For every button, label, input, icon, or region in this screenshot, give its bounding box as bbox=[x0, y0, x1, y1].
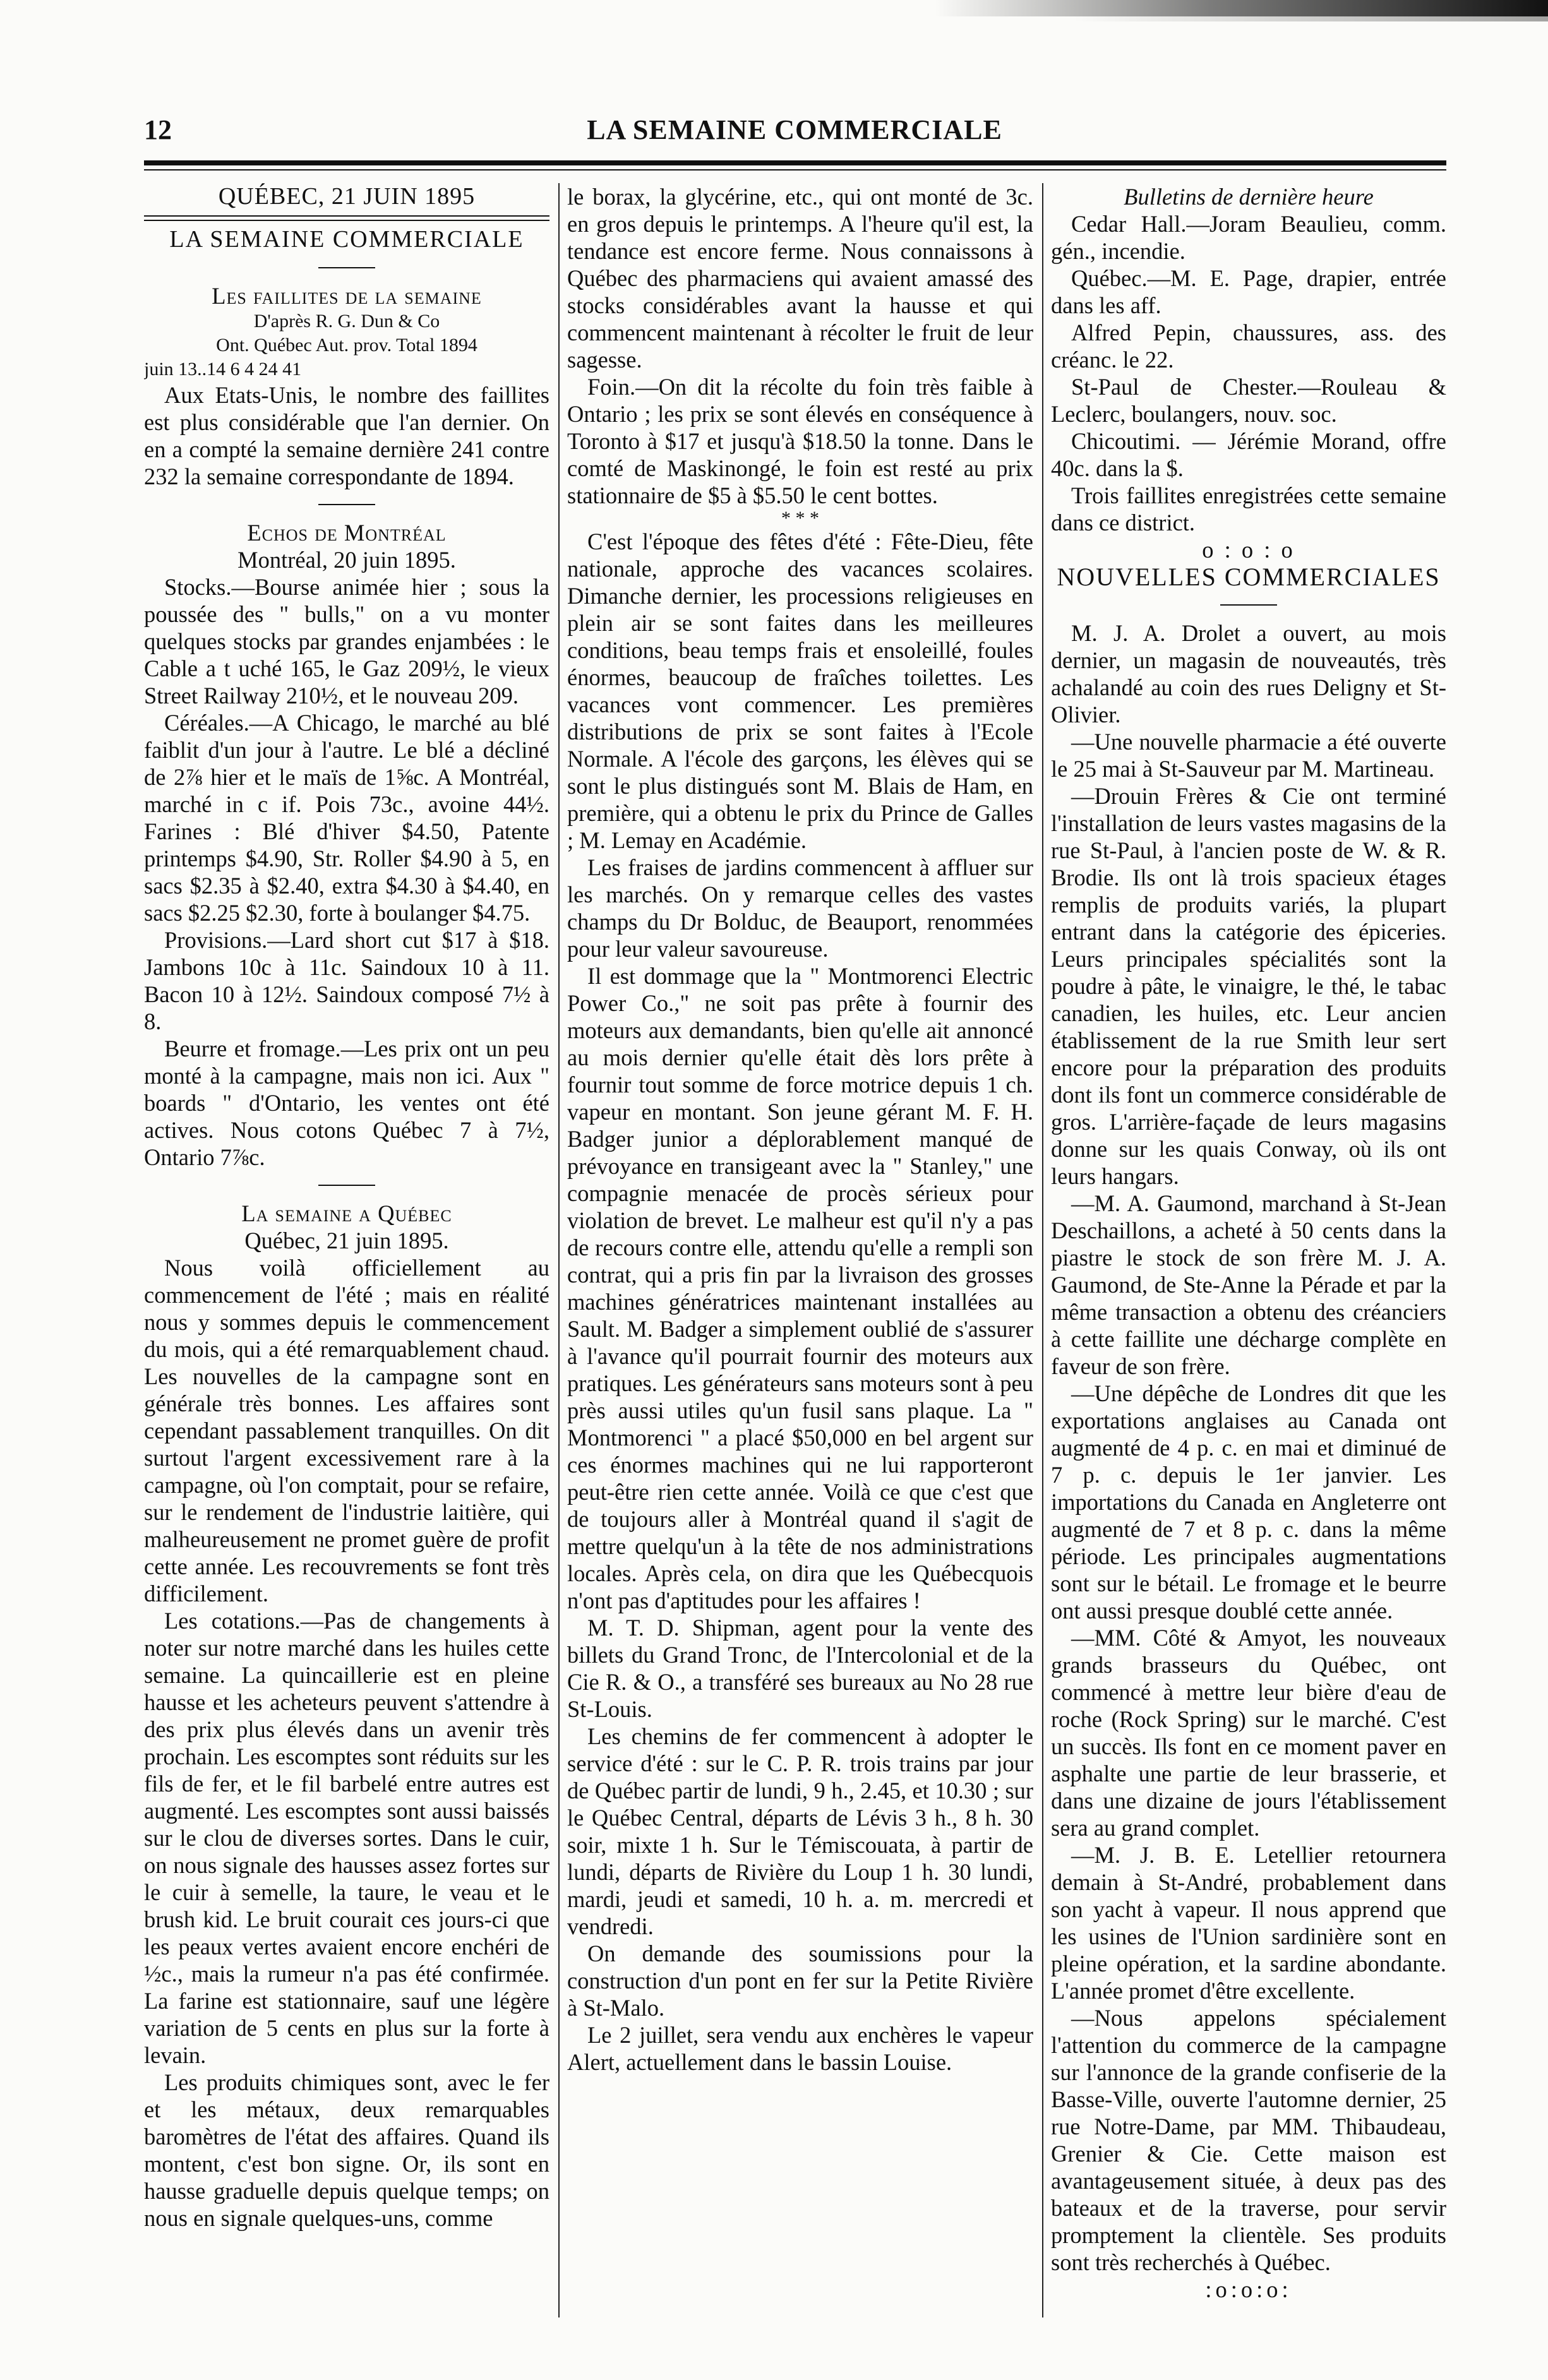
news-londres: —Une dépêche de Londres dit que les exportations anglaises au Canada ont augmenté de 4 p. c. en mai et diminué de 7 p. c. depuis le 1er janvier. Les importations du Canada en Angleterre ont augmenté de 7 et 8 p. c. dans la même période. Les principales augmentations sont sur le bétail. Le fromage et le beurre ont aussi presque doublé cette année. bbox=[1051, 1380, 1446, 1624]
section-title: LA SEMAINE COMMERCIALE bbox=[169, 226, 524, 253]
failures-heading: Les faillites de la semaine bbox=[212, 283, 482, 309]
paragraph-stocks: Stocks.—Bourse animée hier ; sous la poussée des " bulls," on a vu monter quelques stocks par grandes enjambées : le Cable a t uché 165, le Gaz 209½, le vieux Street Railway 210½, et le nouveau 209. bbox=[144, 574, 549, 709]
failures-table-header: Ont. Québec Aut. prov. Total 1894 bbox=[216, 335, 477, 356]
paragraph-soumissions: On demande des soumissions pour la construction d'un pont en fer sur la Petite Rivière à St-Malo. bbox=[567, 1940, 1033, 2021]
paragraph: Aux Etats-Unis, le nombre des faillites est plus considérable que l'an dernier. On en a compté la semaine dernière 241 contre 232 la semaine correspondante de 1894. bbox=[144, 382, 549, 489]
paragraph-dommage: Il est dommage que la " Montmorenci Electric Power Co.," ne soit pas prête à fournir des moteurs aux demandants, bien qu'elle ait annoncé au mois dernier qu'elle était dès lors prête à fournir tout somme de force motrice depuis 1 ch. vapeur en montant. Son jeune gérant M. F. H. Badger junior a déplorablement manqué de prévoyance en transigeant avec la " Stanley," une compagnie menacée de procès sérieux pour violation de brevet. Le malheur est qu'il n'y a pas de recours contre elle, attendu qu'elle a rempli son contrat, qui a pris fin par la livraison des grosses machines génératrices maintenant installées au Sault. M. Badger a simplement oublié de s'assurer à l'avance qu'il pourrait fournir des moteurs aux pratiques. Les générateurs sans moteurs sont à peu près aussi utiles qu'un fusil sans plaque. La " Montmorenci " a placé $50,000 en bel argent sur ces énormes machines qui ne lui rapporteront peut-être rien cette année. Voilà ce que c'est que de toujours aller à Montréal quand il s'agit de mettre quelqu'un à la tête de nos administrations locales. Après cela, on dira que les Québecquois n'ont pas d'aptitudes pour les affaires ! bbox=[567, 963, 1033, 1613]
paragraph-juillet: Le 2 juillet, sera vendu aux enchères le vapeur Alert, actuellement dans le bassin Louise. bbox=[567, 2022, 1033, 2075]
paragraph-foin: Foin.—On dit la récolte du foin très faible à Ontario ; les prix se sont élevés en conséquence à Toronto à $17 et jusqu'à $18.50 la tonne. Dans le comté de Maskinongé, le foin est resté au prix stationnaire de $5 à $5.50 le cent bottes. bbox=[567, 374, 1033, 508]
paragraph-fraises: Les fraises de jardins commencent à affluer sur les marchés. On y remarque celles des vastes champs du Dr Bolduc, de Beauport, renommées pour leur valeur savoureuse. bbox=[567, 854, 1033, 962]
masthead-title: LA SEMAINE COMMERCIALE bbox=[587, 114, 1002, 145]
bulletin-chicoutimi: Chicoutimi. — Jérémie Morand, offre 40c. dans la $. bbox=[1051, 428, 1446, 481]
scan-edge-shadow bbox=[935, 0, 1548, 16]
dateline-rule bbox=[144, 215, 549, 221]
failures-source: D'après R. G. Dun & Co bbox=[253, 311, 440, 332]
paragraph-quebec: Nous voilà officiellement au commencement de l'été ; mais en réalité nous y sommes depuis le commencement du mois, qui a été remarquablement chaud. Les nouvelles de la campagne sont en générale très bonnes. Les affaires sont cependant passablement tranquilles. On dit surtout l'argent excessivement rare à la campagne, où l'on comptait, pour se refaire, sur le rendement de l'industrie laitière, qui malheureusement ne promet guère de profit cette année. Les recouvrements se font très difficilement. bbox=[144, 1255, 549, 1606]
news-gaumond: —M. A. Gaumond, marchand à St-Jean Deschaillons, a acheté à 50 cents dans la piastre le stock de son frère M. J. A. Gaumond, de Ste-Anne la Pérade et par la même transaction a obtenu des créanciers à cette faillite une décharge complète en faveur de son frère. bbox=[1051, 1190, 1446, 1379]
news-drolet: M. J. A. Drolet a ouvert, au mois dernier, un magasin de nouveautés, très achalandé au coin des rues Deligny et St-Olivier. bbox=[1051, 620, 1446, 727]
page-number: 12 bbox=[144, 114, 172, 145]
column-1 bbox=[144, 183, 549, 2317]
bulletin-cedar: Cedar Hall.—Joram Beaulieu, comm. gén., incendie. bbox=[1051, 211, 1446, 264]
paragraph-borax: le borax, la glycérine, etc., qui ont monté de 3c. en gros depuis le printemps. A l'heure qu'il est, la tendance est encore ferme. Nous connaissons à Québec des pharmaciens qui avaient amassé des stocks considérables avant la hausse et qui commencent maintenant à récolter le fruit de leur sagesse. bbox=[567, 184, 1033, 373]
news-letellier: —M. J. B. E. Letellier retournera demain à St-André, probablement dans son yacht à vapeur. Il nous apprend que les usines de l'Union sardinière sont en pleine opération, et la sardine abondante. L'année promet d'être excellente. bbox=[1051, 1842, 1446, 2004]
echos-dateline: Montréal, 20 juin 1895. bbox=[237, 547, 456, 573]
news-campagne: —Nous appelons spécialement l'attention du commerce de la campagne sur l'annonce de la grande confiserie de la Basse-Ville, ouverte l'automne dernier, 25 rue Notre-Dame, par MM. Thibaudeau, Grenier & Cie. Cette maison est avantageusement située, à deux pas des bateaux et de la traverse, pour servir promptement la clientèle. Ses produits sont très recherchés à Québec. bbox=[1051, 2005, 1446, 2275]
column-divider-1 bbox=[558, 183, 560, 2317]
short-rule bbox=[318, 504, 375, 505]
bulletin-trois: Trois faillites enregistrées cette semaine dans ce district. bbox=[1051, 482, 1446, 535]
short-rule bbox=[318, 1185, 375, 1186]
header-rule-thick bbox=[144, 160, 1446, 165]
paragraph-cereales: Céréales.—A Chicago, le marché au blé faiblit d'un jour à l'autre. Le blé a décliné de 2⅞ hier et le maïs de 1⅝c. A Montréal, marché in c if. Pois 73c., avoine 44½. Farines : Blé d'hiver $4.50, Patente printemps $4.90, Str. Roller $4.90 à 5, en sacs $2.35 à $2.40, extra $4.30 à $4.40, en sacs $2.25 $2.30, forte à boulanger $4.75. bbox=[144, 710, 549, 926]
dateline: QUÉBEC, 21 JUIN 1895 bbox=[218, 183, 476, 210]
bulletin-quebec: Québec.—M. E. Page, drapier, entrée dans les aff. bbox=[1051, 265, 1446, 318]
paragraph-cotations: Les cotations.—Pas de changements à noter sur notre marché dans les huiles cette semaine. La quincaillerie est en pleine hausse et les acheteurs peuvent s'attendre à des prix plus élevés dans un avenir très prochain. Les escomptes sont réduits sur les fils de fer, et le fil barbelé entre autres est augmenté. Les escomptes sont aussi baissés sur le clou de diverses sortes. Dans le cuir, on nous signale des hausses assez fortes sur le cuir à semelle, la taure, le veau et le brush kid. Le bruit courait ces jours-ci que les peaux vertes avaient encore enchéri de ½c., mais la rumeur n'a pas été confirmée. La farine est stationnaire, sauf une légère variation de 5 cents en plus sur la forte à levain. bbox=[144, 1608, 549, 2068]
news-cote: —MM. Côté & Amyot, les nouveaux grands brasseurs du Québec, ont commencé à mettre leur bière d'eau de roche (Rock Spring) sur le marché. C'est un succès. Ils font en ce moment paver en asphalte une partie de leur brasserie, et dans une dizaine de jours l'établissement sera au grand complet. bbox=[1051, 1625, 1446, 1841]
bulletin-stpaul: St-Paul de Chester.—Rouleau & Leclerc, boulangers, nouv. soc. bbox=[1051, 374, 1446, 427]
echos-heading: Echos de Montréal bbox=[247, 520, 447, 546]
column-divider-2 bbox=[1042, 183, 1043, 2317]
page-header bbox=[144, 114, 1445, 152]
end-ornament: :o:o:o: bbox=[1205, 2276, 1292, 2302]
ornament-separator: o : o : o bbox=[1202, 537, 1295, 563]
paragraph-provisions: Provisions.—Lard short cut $17 à $18. Jambons 10c à 11c. Saindoux 10 à 11. Bacon 10 à 12½. Saindoux composé 7½ à 8. bbox=[144, 927, 549, 1034]
header-rule-thin bbox=[144, 169, 1446, 170]
quebec-heading: La semaine a Québec bbox=[241, 1200, 452, 1226]
paragraph-shipman: M. T. D. Shipman, agent pour la vente des billets du Grand Tronc, de l'Intercolonial et de la Cie R. & O., a transféré ses bureaux au No 28 rue St-Louis. bbox=[567, 1615, 1033, 1722]
nouvelles-heading: NOUVELLES COMMERCIALES bbox=[1057, 563, 1441, 591]
paragraph-chimiques: Les produits chimiques sont, avec le fer et les métaux, deux remarquables baromètres de l'état des affaires. Quand ils montent, c'est bon signe. Or, ils sont en hausse graduelle depuis quelque temps; on nous en signale quelques-uns, comme bbox=[144, 2069, 549, 2231]
bulletin-alfred: Alfred Pepin, chaussures, ass. des créanc. le 22. bbox=[1051, 320, 1446, 373]
news-pharmacie: —Une nouvelle pharmacie a été ouverte le 25 mai à St-Sauveur par M. Martineau. bbox=[1051, 729, 1446, 782]
paragraph-chemins: Les chemins de fer commencent à adopter le service d'été : sur le C. P. R. trois trains par jour de Québec partir de lundi, 9 h., 2.45, et 10.30 ; sur le Québec Central, départs de Lévis 3 h., 8 h. 30 soir, mixte 1 h. Sur le Témiscouata, à partir de lundi, départs de Rivière du Loup 1 h. 30 lundi, mardi, jeudi et samedi, 10 h. a. m. mercredi et vendredi. bbox=[567, 1723, 1033, 1939]
bulletins-heading: Bulletins de dernière heure bbox=[1124, 184, 1374, 210]
short-rule bbox=[1220, 604, 1277, 606]
paragraph-beurre: Beurre et fromage.—Les prix ont un peu monté à la campagne, mais non ici. Aux " boards " d'Ontario, les ventes ont été actives. Nous cotons Québec 7 à 7½, Ontario 7⅞c. bbox=[144, 1036, 549, 1170]
failures-table-row: juin 13..14 6 4 24 41 bbox=[144, 359, 302, 380]
paragraph-fetes: C'est l'époque des fêtes d'été : Fête-Dieu, fête nationale, approche des vacances scolaires. Dimanche dernier, les processions religieuses en plein air se sont faites dans les meilleures conditions, beau temps frais et ensoleillé, foules énormes, beaucoup de fraîches toilettes. Les vacances vont commencer. Les premières distributions de prix se sont faites à l'Ecole Normale. A l'école des garçons, les élèves qui se sont le plus distingués sont M. Blais de Ham, en première, qui a obtenu le prix du Prince de Galles ; M. Lemay en Académie. bbox=[567, 529, 1033, 853]
column-2 bbox=[567, 183, 1033, 2317]
scan-edge-shadow-lower bbox=[1074, 16, 1548, 21]
quebec-dateline: Québec, 21 juin 1895. bbox=[244, 1228, 449, 1253]
short-rule bbox=[318, 267, 375, 268]
news-drouin: —Drouin Frères & Cie ont terminé l'installation de leurs vastes magasins de la rue St-Paul, à l'ancien poste de W. & R. Brodie. Ils ont là trois spacieux étages remplis de produits variés, la plupart entrant dans la catégorie des épiceries. Leurs principales spécialités sont la poudre à pâte, le vinaigre, le thé, le tabac canadien, les huiles, etc. Leur ancien établissement de la rue Smith leur sert encore pour la préparation des produits dont ils font un commerce considérable de gros. L'arrière-façade de leurs magasins donne sur les quais Conway, où ils ont leurs hangars. bbox=[1051, 783, 1446, 1189]
column-3 bbox=[1051, 183, 1446, 2317]
asterism: * * * bbox=[781, 508, 819, 529]
